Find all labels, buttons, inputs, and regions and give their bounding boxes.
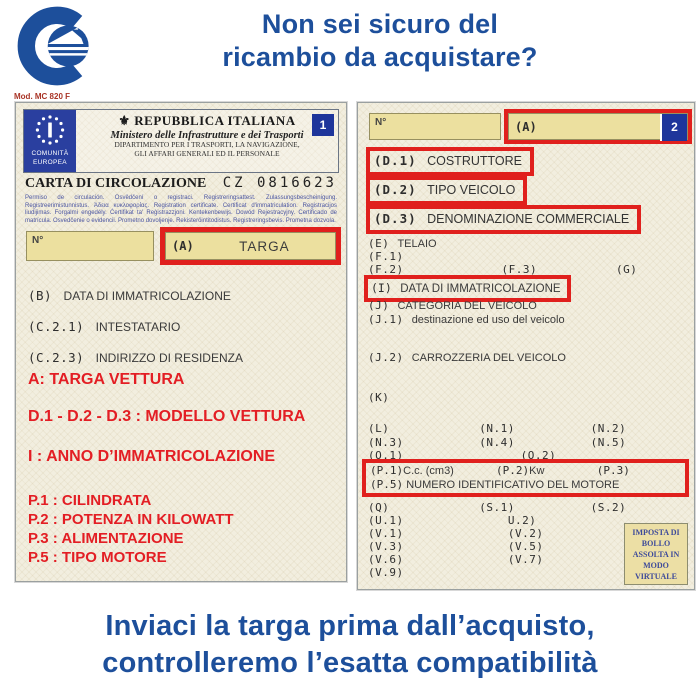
field-v5-code: (V.5) [507,540,544,553]
field-v9-code: (V.9) [368,566,404,579]
annotation-anno: I : ANNO D’IMMATRICOLAZIONE [28,448,276,465]
department-line1: DIPARTIMENTO PER I TRASPORTI, LA NAVIGAZIONE, [114,140,300,149]
page-number-badge-1: 1 [312,114,334,136]
field-d3-label: DENOMINAZIONE COMMERCIALE [427,212,630,226]
field-l-code: (L) [368,422,390,435]
field-n5-code: (N.5) [590,436,627,449]
field-j2-code: (J.2) [368,351,404,364]
eu-stars-icon [33,113,67,149]
field-p2 [496,464,597,478]
field-p5-code: (P.5) [370,478,404,491]
field-j [368,299,686,312]
field-p1-label: C.c. (cm3) [403,465,454,477]
page-title [90,8,670,74]
field-k-code: (K) [368,391,390,404]
field-n4-code: (N.4) [479,436,515,449]
field-j-label: CATEGORIA DEL VEICOLO [397,300,537,312]
row-p1-p2-p3 [370,464,685,478]
field-f2-code: (F.2) [368,263,404,276]
doc2-targa-highlight-box [504,109,692,144]
field-d2-code: (D.2) [374,182,417,197]
field-s2-code: (S.2) [590,501,627,514]
field-d3-highlight [366,205,641,234]
field-g-code: (G) [616,263,638,276]
field-d1-highlight [366,147,534,176]
field-d1-code: (D.1) [374,153,417,168]
doc2-targa-field [508,113,688,140]
field-v6-code: (V.6) [368,553,404,566]
field-o1-code: (O.1) [368,449,404,462]
field-e [368,237,686,250]
doc1-number-field: N° [26,231,154,261]
field-j2-label: CARROZZERIA DEL VEICOLO [411,352,566,364]
annotation-tipo-motore: P.5 : TIPO MOTORE [28,549,167,566]
field-e-label: TELAIO [397,238,437,250]
field-j-code: (J) [368,299,390,312]
row-q-s1-s2 [368,501,686,514]
field-v3-code: (V.3) [368,540,404,553]
eu-emblem [24,110,76,172]
field-k [368,391,686,404]
document-carta-circolazione-page1 [15,102,347,582]
field-n1-code: (N.1) [479,422,515,435]
field-p1-code: (P.1) [370,464,404,477]
page-number-badge-2: 2 [660,114,687,141]
field-p5-label: NUMERO IDENTIFICATIVO DEL MOTORE [406,479,620,491]
field-u1-code: (U.1) [368,514,404,527]
annotation-targa: A: TARGA VETTURA [28,371,185,388]
field-c21-label: INTESTATARIO [95,320,181,334]
footer-line2: controlleremo l’esatta compatibilità [102,647,598,679]
field-d1-label: COSTRUTTORE [427,154,523,168]
field-a-value: TARGA [239,238,290,254]
field-b-label: DATA DI IMMATRICOLAZIONE [63,289,231,303]
field-f3-code: (F.3) [501,263,538,276]
page-title-line2: ricambio da acquistare? [222,42,538,72]
field-c21 [28,318,180,336]
field-v2-code: (V.2) [507,527,544,540]
doc1-model-ref: Mod. MC 820 F [14,92,71,101]
field-j1-label: destinazione ed uso del veicolo [411,314,565,326]
doc1-title-row [25,175,337,192]
field-f1 [368,250,686,263]
footer-call-to-action [0,608,700,682]
field-c23-label: INDIRIZZO DI RESIDENZA [95,351,243,365]
field-v7-code: (V.7) [507,553,544,566]
footer-line1: Inviaci la targa prima dall’acquisto, [105,610,595,642]
doc1-header [23,109,339,173]
field-p2-label: Kw [529,465,545,477]
doc-serial-number: CZ 0816623 [222,175,337,191]
field-d2-label: TIPO VEICOLO [427,183,516,197]
field-i-label: DATA DI IMMATRICOLAZIONE [400,283,561,295]
field-o2-code: (O.2) [520,449,557,462]
field-p2-code: (P.2) [496,464,530,477]
doc1-targa-highlight-box [160,227,341,265]
field-i-highlight [364,275,571,302]
field-d2-highlight [366,176,527,205]
annotation-potenza: P.2 : POTENZA IN KILOWATT [28,511,234,528]
field-p1 [370,464,496,478]
doc2-number-field: N° [369,113,501,140]
annotation-alimentazione: P.3 : ALIMENTAZIONE [28,530,184,547]
doc-title: CARTA DI CIRCOLAZIONE [25,176,207,191]
engine-fields-highlight [362,459,689,497]
field-p3-code: (P.3) [596,464,630,477]
ministry-name: Ministero delle Infrastrutture e dei Trasporti [110,130,304,141]
field-n2-code: (N.2) [590,422,627,435]
field-f1-code: (F.1) [368,250,404,263]
annotation-cilindrata: P.1 : CILINDRATA [28,492,152,509]
field-c23-code: (C.2.3) [28,350,85,365]
field-c21-code: (C.2.1) [28,319,85,334]
row-n3-n4-n5 [368,436,686,449]
field-j1 [368,313,686,326]
field-u2-code: U.2) [507,514,537,527]
eu-name-line1: COMUNITÀ [31,150,69,157]
field-i-code: (I) [371,281,392,295]
field-e-code: (E) [368,237,390,250]
doc2-field-a-code: (A) [515,119,537,134]
row-l-n1-n2 [368,422,686,435]
field-s1-code: (S.1) [479,501,515,514]
field-b-code: (B) [28,288,53,303]
annotation-modello: D.1 - D.2 - D.3 : MODELLO VETTURA [28,408,306,425]
imposta-di-bollo-stamp: IMPOSTA DI BOLLO ASSOLTA IN MODO VIRTUALE [624,523,688,585]
field-q-code: (Q) [368,501,390,514]
eu-name-line2: EUROPEA [33,158,67,166]
field-b [28,287,231,305]
field-j2 [368,351,686,364]
field-p5 [370,478,685,492]
doc1-head-center [76,110,338,172]
doc1-plate-row [16,227,346,267]
field-v1-code: (V.1) [368,527,404,540]
field-c23 [28,349,243,367]
field-n3-code: (N.3) [368,436,404,449]
italy-emblem-icon: ⚜ [118,113,131,128]
multilingual-fine-print: Permiso de circulación. Osvědčení o registraci. Registreringsattest. Zulassungsbescheinigung. Registreerimistunnistus. Άδεια κυκλοφορίας. Registration certificate. Certificat d'immatriculation. Registracijos liudijimas. Forgalmi engedély. Ċertifikat ta' Reġistrazzjoni. Kentekenbewijs. Dowód Rejestracyjny. Certificado de matrícula. Osvedčenie o evidencii. Prometno dovoljenje. Rekisteröintitodistus. Registreringsbevis. Prometna dozvola. [25,195,337,224]
doc1-targa-field [165,232,336,260]
field-j1-code: (J.1) [368,313,404,326]
country-name: REPUBBLICA ITALIANA [134,113,296,128]
field-a-code: (A) [172,239,194,253]
field-d3-code: (D.3) [374,211,417,226]
document-carta-circolazione-page2 [357,102,695,590]
page-title-line1: Non sei sicuro del [261,9,499,39]
department-line2: GLI AFFARI GENERALI ED IL PERSONALE [134,148,280,158]
